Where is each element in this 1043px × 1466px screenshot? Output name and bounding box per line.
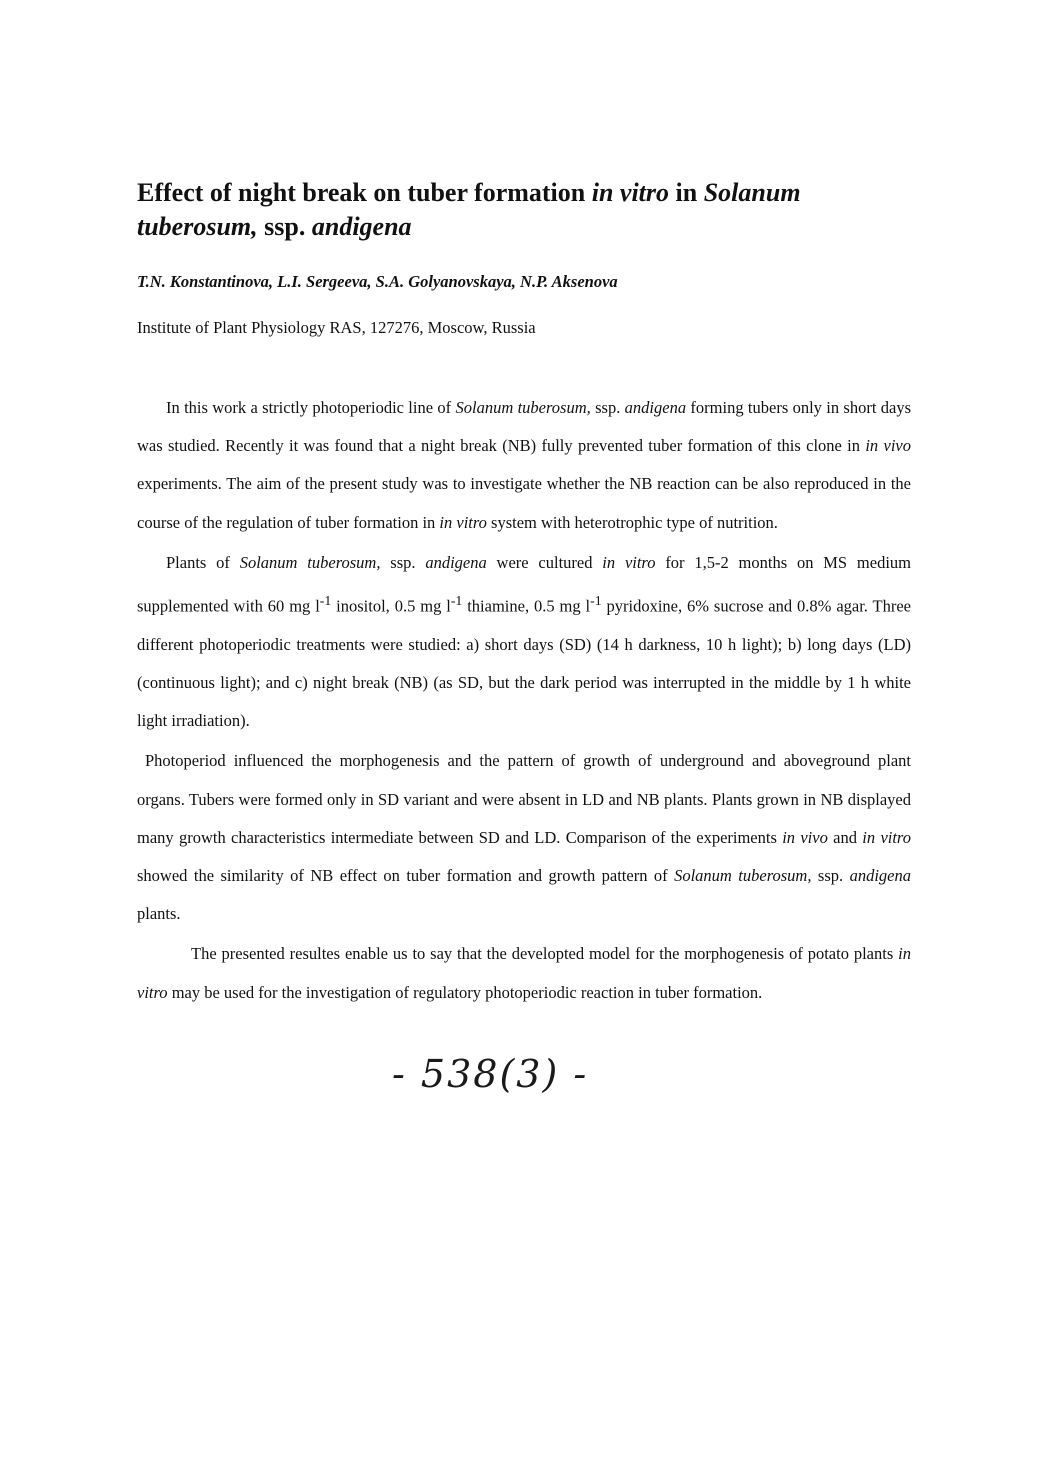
italic-run: in vitro (439, 512, 487, 532)
text-run: system with heterotrophic type of nutrition. (486, 512, 778, 532)
text-run: may be used for the investigation of regulatory photoperiodic reaction in tuber formation. (167, 982, 763, 1002)
italic-run: Solanum tuberosum, (674, 865, 812, 885)
title-italic-species: Solanum tuberosum, (137, 178, 801, 241)
text-run: plants. (137, 904, 181, 924)
handwritten-page-number: - 538(3) - (392, 1052, 589, 1096)
text-run: In this work a strictly photoperiodic line of (166, 398, 456, 417)
paragraph-1 (137, 389, 911, 542)
paragraph-4 (137, 935, 911, 1011)
italic-run: Solanum tuberosum, (455, 398, 591, 417)
unit-superscript: -1 (590, 593, 602, 609)
text-run: ssp. (811, 865, 850, 885)
italic-run: andigena (849, 865, 911, 885)
text-run: Photoperiod influenced the morphogenesis and the pattern of growth of underground and aboveground plant organs. Tubers were formed only in SD variant and were absent in LD and NB plants. Plants grown in NB displayed many growth characteristics intermediate between SD and LD. Comparison of the experiments (137, 751, 911, 847)
paragraph-3 (137, 742, 911, 933)
title-part: ssp. (257, 212, 312, 241)
italic-run: in vitro (862, 827, 911, 847)
affiliation: Institute of Plant Physiology RAS, 127276, Moscow, Russia (137, 318, 536, 337)
unit-superscript: -1 (319, 593, 332, 609)
text-run: thiamine, 0.5 mg l (462, 596, 591, 616)
paper-title (137, 176, 917, 244)
text-run: were cultured (486, 552, 603, 572)
text-run: showed the similarity of NB effect on tuber formation and growth pattern of (137, 865, 675, 885)
title-part: in (669, 178, 704, 207)
italic-run: in vivo (782, 827, 828, 847)
italic-run: in vitro (602, 552, 656, 572)
text-run: pyridoxine, 6% sucrose and 0.8% agar. Three different photoperiodic treatments were studied: a) short days (SD) (14 h darkness, 10 h light); b) long days (LD) (continuous light); and c) night break (NB) (as SD, but the dark period was interrupted in the middle by 1 h white light irradiation). (137, 596, 912, 731)
text-run: and (827, 827, 863, 847)
italic-run: andigena (425, 552, 487, 572)
abstract-body (137, 389, 911, 1012)
title-italic-in-vitro: in vitro (591, 178, 670, 207)
text-run: ssp. (590, 398, 625, 417)
text-run: for 1,5-2 months on MS medium supplemented with 60 mg l (137, 552, 911, 616)
title-italic-subspecies: andigena (311, 212, 412, 241)
italic-run: Solanum tuberosum, (239, 552, 381, 572)
italic-run: in vivo (865, 436, 911, 456)
author-list: T.N. Konstantinova, L.I. Sergeeva, S.A. Golyanovskaya, N.P. Aksenova (137, 272, 618, 291)
text-run: experiments. The aim of the present study was to investigate whether the NB reaction can be also reproduced in the course of the regulation of tuber formation in (137, 474, 911, 532)
unit-superscript: -1 (450, 593, 463, 609)
title-part: Effect of night break on tuber formation (137, 178, 592, 207)
text-run: ssp. (380, 552, 426, 572)
text-run: The presented resultes enable us to say that the developted model for the morphogenesis of potato plants (191, 944, 899, 964)
text-run: forming tubers only in short days was studied. Recently it was found that a night break (NB) fully prevented tuber formation of this clone in (137, 398, 912, 456)
text-run: Plants of (166, 552, 240, 572)
italic-run: andigena (624, 398, 687, 417)
paragraph-2 (137, 544, 911, 741)
text-run: inositol, 0.5 mg l (331, 596, 451, 616)
italic-run: in vitro (137, 944, 911, 1002)
